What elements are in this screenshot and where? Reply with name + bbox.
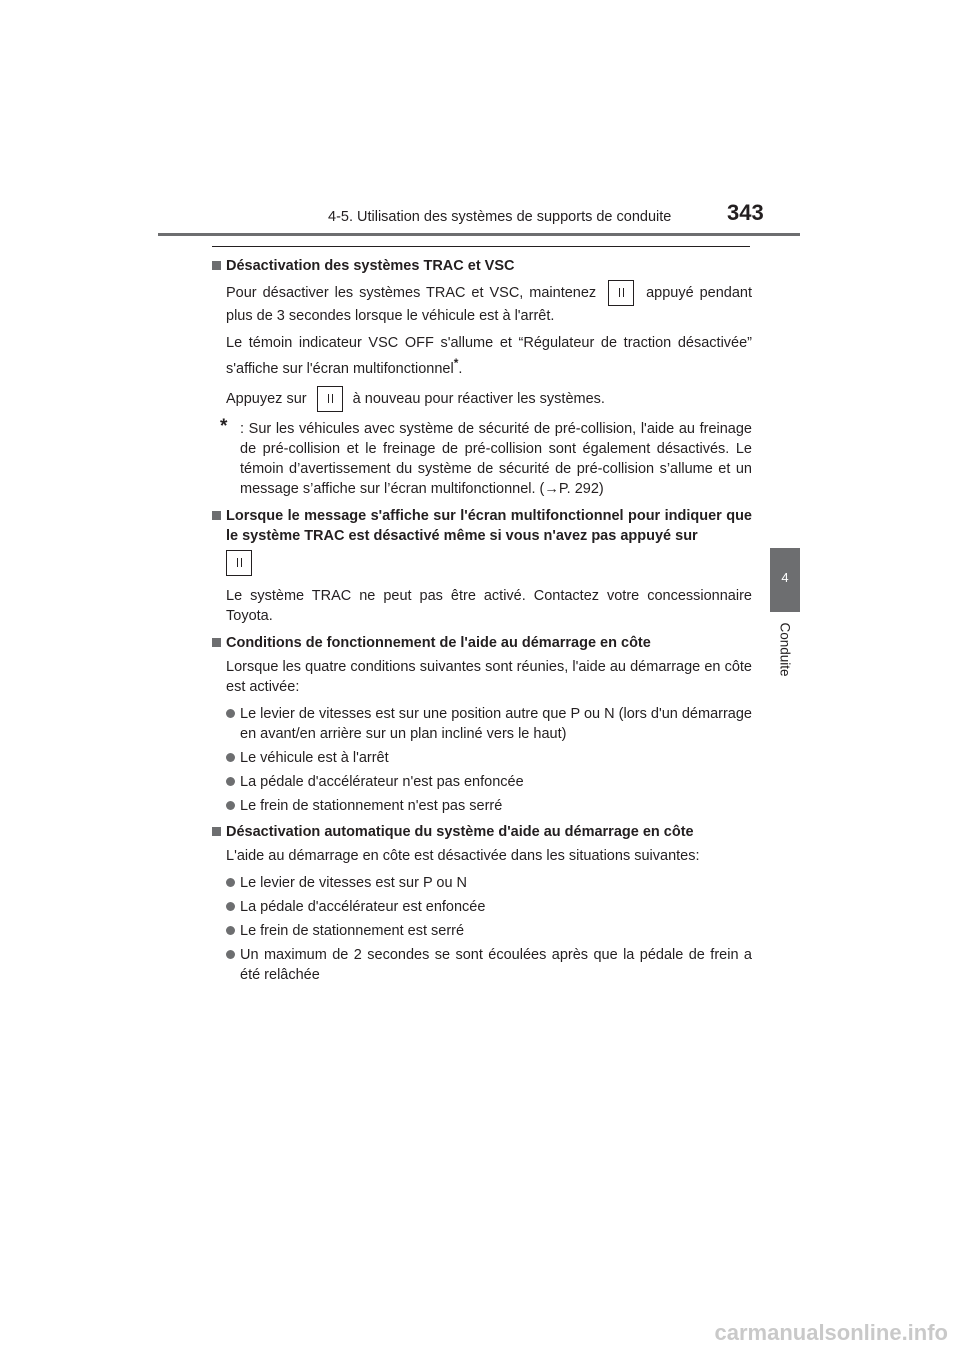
list-item-text: La pédale d'accélérateur est enfoncée — [240, 898, 486, 915]
square-bullet-icon — [212, 511, 221, 520]
section-title-text: Lorsque le message s'affiche sur l'écran multifonctionnel pour indiquer que le système TRAC est désactivé même si vous n'avez pas appuyé sur — [226, 507, 752, 544]
round-bullet-icon — [226, 950, 235, 959]
list-item-text: Le levier de vitesses est sur P ou N — [240, 874, 468, 891]
list-item — [212, 796, 752, 816]
section-title-text: Conditions de fonctionnement de l'aide au démarrage en côte — [226, 634, 651, 651]
vsc-off-switch-icon — [608, 280, 634, 306]
text: appuyé pendant plus de 3 secondes lorsque le véhicule est à l'arrêt. — [226, 284, 753, 324]
list-item — [212, 921, 752, 941]
square-bullet-icon — [212, 261, 221, 270]
paragraph: Le système TRAC ne peut pas être activé. Contactez votre concessionnaire Toyota. — [226, 587, 752, 624]
section-title — [212, 633, 752, 653]
list-item-text: Le frein de stationnement n'est pas serré — [240, 797, 503, 814]
chapter-tab — [770, 548, 800, 612]
chapter-label: Conduite — [777, 622, 793, 677]
vsc-off-switch-icon — [317, 386, 343, 412]
header-section-title: 4-5. Utilisation des systèmes de supports de conduite — [328, 209, 672, 225]
list-item-text: Un maximum de 2 secondes se sont écoulées après que la pédale de frein a été relâchée — [240, 946, 752, 983]
paragraph: L'aide au démarrage en côte est désactivée dans les situations suivantes: — [226, 847, 700, 864]
paragraph — [212, 333, 752, 379]
round-bullet-icon — [226, 801, 235, 810]
list-item — [212, 897, 752, 917]
list-item — [212, 873, 752, 893]
section-title-text: Désactivation automatique du système d'aide au démarrage en côte — [226, 823, 694, 840]
paragraph — [212, 386, 752, 412]
paragraph: Lorsque les quatre conditions suivantes sont réunies, l'aide au démarrage en côte est activée: — [226, 658, 752, 695]
section-title — [212, 822, 752, 842]
content — [212, 256, 752, 989]
footnote-text: : Sur les véhicules avec système de sécurité de pré-collision, l'aide au freinage de pré-collision et le freinage de pré-collision sont également désactivés. Le témoin d’avertissement du système de sécurité de pré-collision s’allume et un message s’affiche sur l’écran multifonctionnel. (→P. 292) — [240, 420, 752, 497]
list-item-text: Le véhicule est à l'arrêt — [240, 749, 389, 766]
section-rule — [212, 246, 750, 247]
section-title — [212, 506, 752, 546]
list-item-text: Le levier de vitesses est sur une position autre que P ou N (lors d'un démarrage en avant/en arrière sur un plan incliné vers le haut) — [240, 705, 752, 742]
round-bullet-icon — [226, 753, 235, 762]
round-bullet-icon — [226, 902, 235, 911]
section-title — [212, 256, 752, 276]
list-item — [212, 945, 752, 985]
square-bullet-icon — [212, 638, 221, 647]
page-number: 343 — [727, 200, 764, 225]
list-item-text: La pédale d'accélérateur n'est pas enfoncée — [240, 773, 524, 790]
text: Pour désactiver les systèmes TRAC et VSC, maintenez — [226, 284, 597, 301]
round-bullet-icon — [226, 777, 235, 786]
section-hill-start-auto-off — [212, 822, 752, 985]
section-trac-message — [212, 506, 752, 626]
icon-row — [212, 550, 752, 576]
section-hill-start-conditions — [212, 633, 752, 816]
footnote-star: * — [220, 415, 228, 437]
chapter-number: 4 — [781, 570, 789, 585]
round-bullet-icon — [226, 709, 235, 718]
square-bullet-icon — [212, 827, 221, 836]
section-trac-vsc-off — [212, 256, 752, 499]
section-title-text: Désactivation des systèmes TRAC et VSC — [226, 258, 515, 274]
header-rule — [158, 233, 800, 236]
list-item — [212, 772, 752, 792]
list-item — [212, 704, 752, 744]
footnote-mark: * — [453, 356, 459, 370]
round-bullet-icon — [226, 926, 235, 935]
footnote — [212, 415, 752, 499]
chapter-label-wrap — [770, 620, 800, 682]
text: . — [458, 360, 463, 377]
watermark: carmanualsonline.info — [714, 1320, 948, 1345]
list-item-text: Le frein de stationnement est serré — [240, 922, 465, 939]
text: Le témoin indicateur VSC OFF s'allume et “Régulateur de traction désactivée” s'affiche sur l'écran multifonctionnel — [226, 335, 752, 377]
text: Appuyez sur — [226, 390, 307, 407]
text: à nouveau pour réactiver les systèmes. — [352, 390, 605, 407]
round-bullet-icon — [226, 878, 235, 887]
paragraph — [212, 280, 752, 326]
list-item — [212, 748, 752, 768]
vsc-off-switch-icon — [226, 550, 252, 576]
